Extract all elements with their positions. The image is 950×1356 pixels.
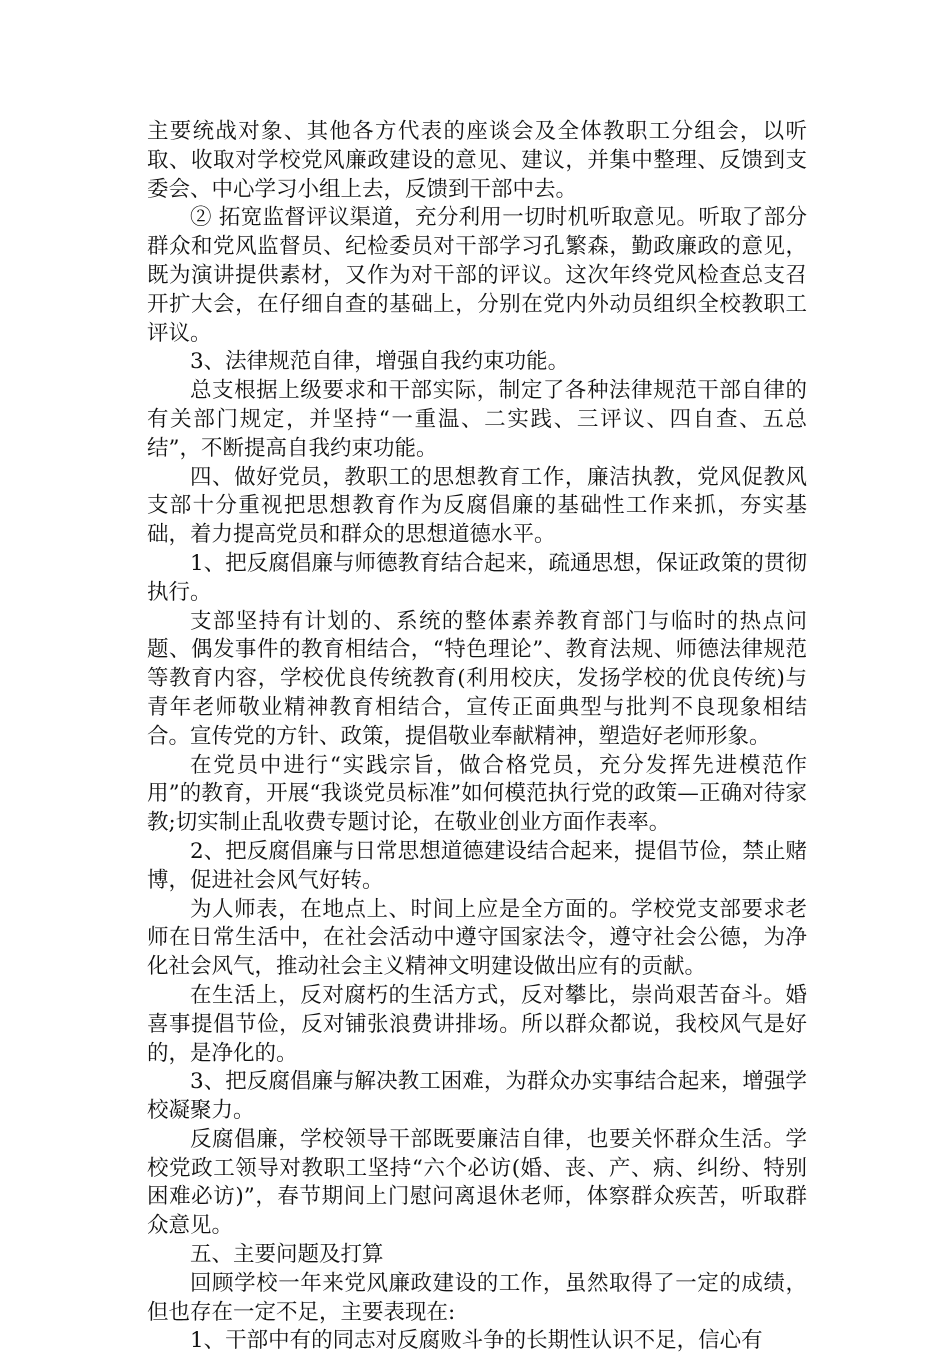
paragraph-1: 主要统战对象、其他各方代表的座谈会及全体教职工分组会，以听取、收取对学校党风廉政建设的意见、建议，并集中整理、反馈到支委会、中心学习小组上去，反馈到干部中去。 bbox=[147, 119, 807, 202]
paragraph-6: 1、把反腐倡廉与师德教育结合起来，疏通思想，保证政策的贯彻执行。 bbox=[147, 550, 807, 605]
paragraph-16: 1、干部中有的同志对反腐败斗争的长期性认识不足，信心有 bbox=[190, 1328, 763, 1354]
paragraph-15: 回顾学校一年来党风廉政建设的工作，虽然取得了一定的成绩，但也存在一定不足，主要表现在: bbox=[147, 1270, 807, 1325]
paragraph-10: 为人师表，在地点上、时间上应是全方面的。学校党支部要求老师在日常生活中，在社会活动中遵守国家法令，遵守社会公德，为净化社会风气，推动社会主义精神文明建设做出应有的贡献。 bbox=[147, 896, 807, 980]
document-body bbox=[147, 118, 807, 1356]
section-heading-5: 五、主要问题及打算 bbox=[190, 1242, 384, 1268]
paragraph-13: 反腐倡廉，学校领导干部既要廉洁自律，也要关怀群众生活。学校党政工领导对教职工坚持“六个必访(婚、丧、产、病、纠纷、特别困难必访)”，春节期间上门慰问离退休老师，体察群众疾苦，听取群众意见。 bbox=[147, 1126, 807, 1239]
paragraph-7: 支部坚持有计划的、系统的整体素养教育部门与临时的热点问题、偶发事件的教育相结合，“特色理论”、教育法规、师德法律规范等教育内容，学校优良传统教育(利用校庆，发扬学校的优良传统)与青年老师敬业精神教育相结合，宣传正面典型与批判不良现象相结合。宣传党的方针、政策，提倡敬业奉献精神，塑造好老师形象。 bbox=[147, 608, 807, 749]
paragraph-4: 总支根据上级要求和干部实际，制定了各种法律规范干部自律的有关部门规定，并坚持“一重温、二实践、三评议、四自查、五总结”，不断提高自我约束功能。 bbox=[147, 378, 807, 461]
paragraph-5: 四、做好党员，教职工的思想教育工作，廉洁执教，党风促教风支部十分重视把思想教育作为反腐倡廉的基础性工作来抓，夯实基础，着力提高党员和群众的思想道德水平。 bbox=[147, 464, 807, 548]
paragraph-2: ② 拓宽监督评议渠道，充分利用一切时机听取意见。听取了部分群众和党风监督员、纪检委员对干部学习孔繁森，勤政廉政的意见，既为演讲提供素材，又作为对干部的评议。这次年终党风检查总支召开扩大会，在仔细自查的基础上，分别在党内外动员组织全校教职工评议。 bbox=[147, 205, 807, 346]
paragraph-12: 3、把反腐倡廉与解决教工困难，为群众办实事结合起来，增强学校凝聚力。 bbox=[147, 1069, 807, 1124]
paragraph-8: 在党员中进行“实践宗旨，做合格党员，充分发挥先进模范作用”的教育，开展“我谈党员标准”如何模范执行党的政策—正确对待家教;切实制止乱收费专题讨论，在敬业创业方面作表率。 bbox=[147, 752, 807, 836]
paragraph-11: 在生活上，反对腐朽的生活方式，反对攀比，崇尚艰苦奋斗。婚喜事提倡节俭，反对铺张浪费讲排场。所以群众都说，我校风气是好的，是净化的。 bbox=[147, 982, 807, 1066]
paragraph-9: 2、把反腐倡廉与日常思想道德建设结合起来，提倡节俭，禁止赌博，促进社会风气好转。 bbox=[147, 838, 807, 893]
paragraph-3: 3、法律规范自律，增强自我约束功能。 bbox=[190, 349, 570, 375]
